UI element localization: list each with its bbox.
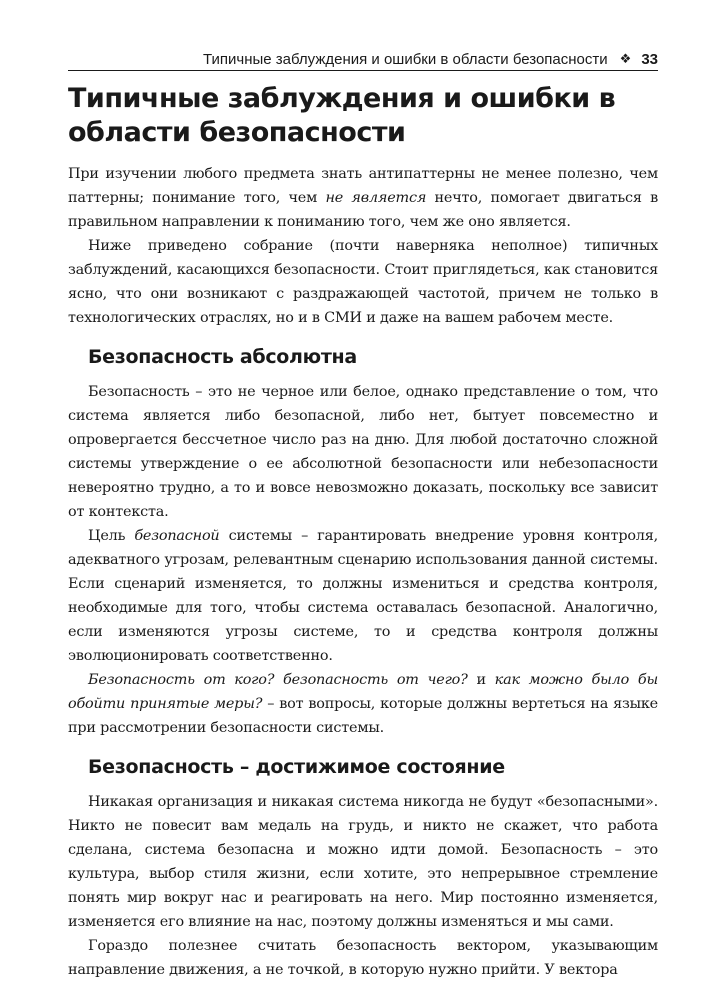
- absolute-paragraph-3: Безопасность от кого? безопасность от чего? и как можно было бы обойти принятые меры? – вот вопросы, которые должны вертеться на языке при рассмотрении безопасности системы.: [68, 672, 658, 736]
- page-body: [68, 82, 658, 982]
- achievable-paragraph-2: Гораздо полезнее считать безопасность вектором, указывающим направление движения, а не точкой, в которую нужно прийти. У вектора: [68, 938, 658, 978]
- subsection-title-absolute: Безопасность абсолютна: [88, 346, 357, 368]
- running-header: [68, 48, 658, 70]
- intro-paragraph-2: Ниже приведено собрание (почти наверняка неполное) типичных заблуждений, касающихся безопасности. Стоит приглядеться, как становится ясно, что они возникают с раздражающей частотой, причем не только в технологических отраслях, но и в СМИ и даже на вашем рабочем месте.: [68, 238, 658, 326]
- page-number: 33: [641, 50, 658, 68]
- ornament-icon: ❖: [619, 51, 632, 66]
- running-title: Типичные заблуждения и ошибки в области безопасности: [203, 50, 608, 68]
- achievable-paragraph-1: Никакая организация и никакая система никогда не будут «безопасными». Никто не повесит вам медаль на грудь, и никто не скажет, что работа сделана, система безопасна и можно идти домой. Безопасность – это культура, выбор стиля жизни, если хотите, это непрерывное стремление понять мир вокруг нас и реагировать на него. Мир постоянно изменяется, изменяется его влияние на нас, поэтому должны изменяться и мы сами.: [68, 794, 658, 930]
- subsection-title-achievable: Безопасность – достижимое состояние: [88, 756, 505, 778]
- absolute-paragraph-2: Цель безопасной системы – гарантировать внедрение уровня контроля, адекватного угрозам, релевантным сценарию использования данной системы. Если сценарий изменяется, то должны измениться и средства контроля, необходимые для того, чтобы система оставалась безопасной. Аналогично, если изменяются угрозы системе, то и средства контроля должны эволюционировать соответственно.: [68, 528, 658, 664]
- section-title: Типичные заблуждения и ошибки в области безопасности: [68, 83, 616, 148]
- intro-paragraph-1: При изучении любого предмета знать антипаттерны не менее полезно, чем паттерны; понимание того, чем не является нечто, помогает двигаться в правильном направлении к пониманию того, чем же оно является.: [68, 166, 658, 230]
- header-rule: [68, 70, 658, 71]
- absolute-paragraph-1: Безопасность – это не черное или белое, однако представление о том, что система является либо безопасной, либо нет, бытует повсеместно и опровергается бессчетное число раз на дню. Для любой достаточно сложной системы утверждение о ее абсолютной безопасности или небезопасности невероятно трудно, а то и вовсе невозможно доказать, поскольку все зависит от контекста.: [68, 384, 658, 520]
